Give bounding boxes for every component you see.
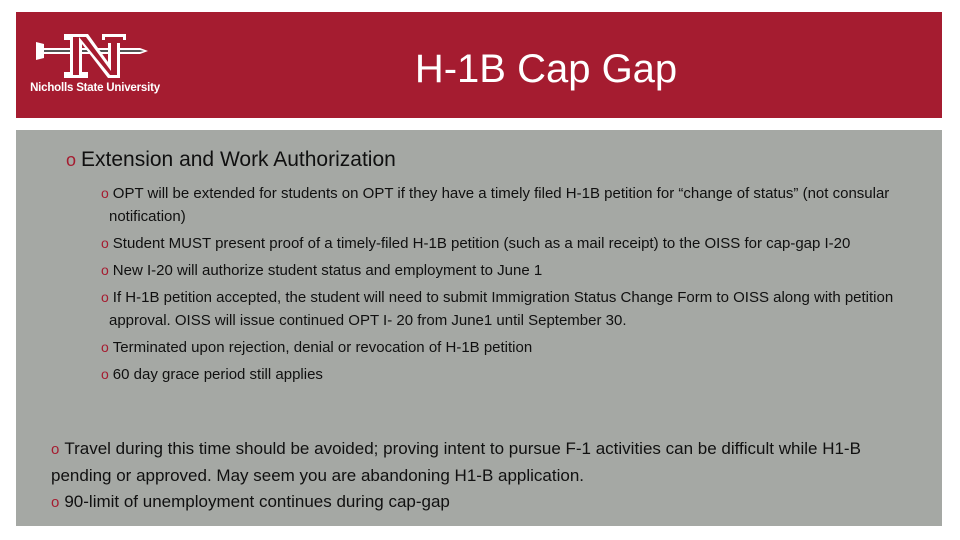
bullet-marker: o (101, 289, 109, 305)
list-item-text: Terminated upon rejection, denial or revocation of H-1B petition (112, 339, 533, 356)
list-item-text: New I-20 will authorize student status and employment to June 1 (112, 262, 543, 279)
list-item (101, 182, 931, 228)
list-item (101, 286, 931, 332)
sub-bullet-list (101, 182, 931, 390)
bullet-marker: o (101, 339, 109, 355)
list-item-text: OPT will be extended for students on OPT if they have a timely filed H-1B petition for “change of status” (not consular notification) (109, 185, 890, 225)
bullet-marker: o (51, 441, 60, 458)
university-logo (20, 30, 170, 110)
bullet-marker: o (101, 235, 109, 251)
bullet-marker: o (51, 494, 60, 511)
list-item (101, 232, 931, 255)
main-bullet (66, 146, 396, 174)
note-text: 90-limit of unemployment continues during cap-gap (64, 492, 450, 511)
note-item (51, 489, 921, 516)
note-text: Travel during this time should be avoided; proving intent to pursue F-1 activities can be difficult while H1-B pending or approved. May seem you are abandoning H1-B application. (51, 439, 861, 485)
list-item (101, 363, 931, 386)
notes-list (51, 436, 921, 516)
page-title: H-1B Cap Gap (414, 47, 678, 91)
title-banner (16, 12, 942, 118)
note-item (51, 436, 921, 489)
bullet-marker: o (101, 185, 109, 201)
list-item (101, 259, 931, 282)
list-item-text: 60 day grace period still applies (112, 366, 323, 383)
content-panel (16, 130, 942, 526)
logo-text: Nicholls State University (30, 82, 160, 94)
list-item (101, 336, 931, 359)
sword-n-logo-icon (36, 30, 154, 82)
main-heading: Extension and Work Authorization (81, 148, 396, 171)
list-item-text: Student MUST present proof of a timely-filed H-1B petition (such as a mail receipt) to the OISS for cap-gap I-20 (112, 235, 851, 252)
list-item-text: If H-1B petition accepted, the student will need to submit Immigration Status Change Form to OISS along with petition approval. OISS will issue continued OPT I- 20 from June1 until September 30. (109, 289, 894, 329)
bullet-marker: o (101, 366, 109, 382)
bullet-marker: o (66, 150, 77, 170)
bullet-marker: o (101, 262, 109, 278)
